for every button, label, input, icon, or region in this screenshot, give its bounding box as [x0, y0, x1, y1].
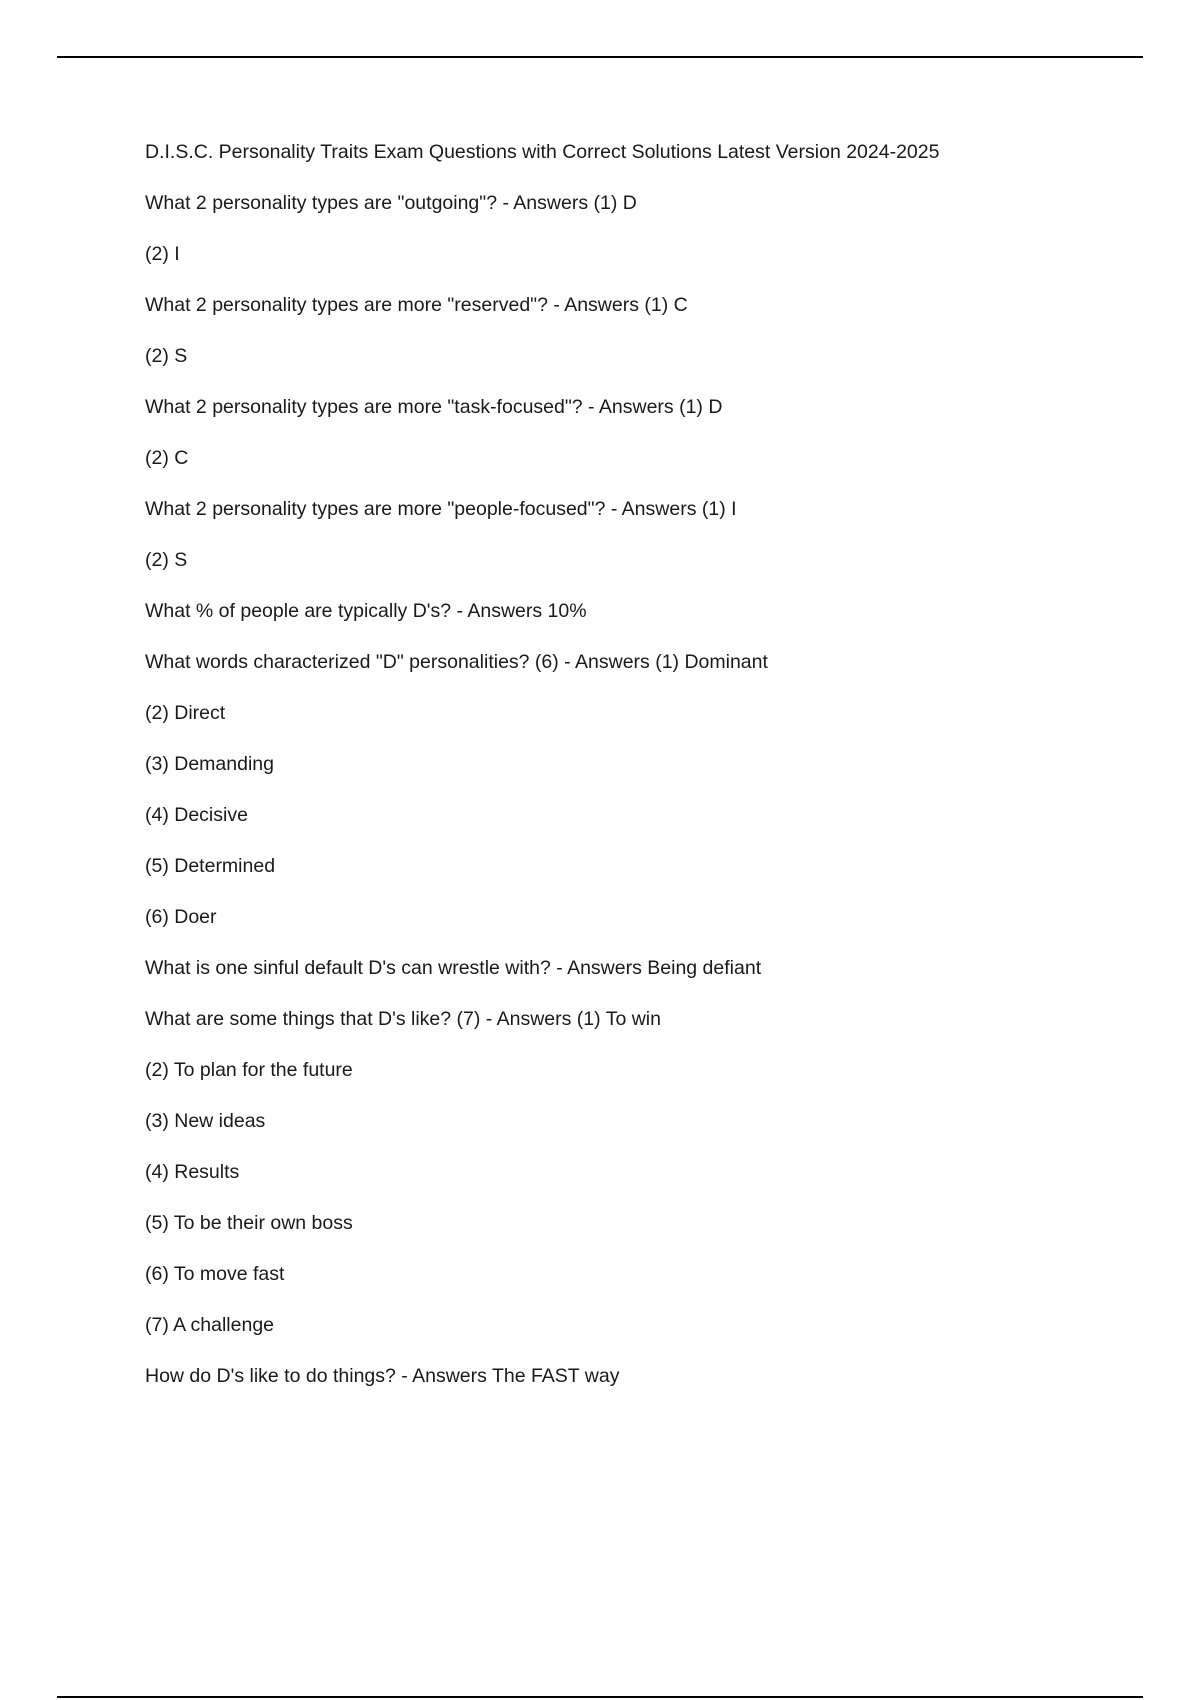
- qa-line: (6) Doer: [145, 906, 217, 928]
- footer-rule: [57, 1696, 1143, 1698]
- header-rule: [57, 56, 1143, 58]
- qa-line: (4) Results: [145, 1161, 240, 1183]
- qa-line: (5) Determined: [145, 855, 276, 877]
- qa-line: (4) Decisive: [145, 804, 248, 826]
- document-title: D.I.S.C. Personality Traits Exam Questions with Correct Solutions Latest Version 2024-2025: [145, 141, 940, 163]
- qa-line: What 2 personality types are more "task-focused"? - Answers (1) D: [145, 396, 723, 418]
- qa-line: (2) S: [145, 549, 188, 571]
- qa-line: (2) Direct: [145, 702, 226, 724]
- qa-line: What % of people are typically D's? - Answers 10%: [145, 600, 587, 622]
- qa-line: What words characterized "D" personalities? (6) - Answers (1) Dominant: [145, 651, 768, 673]
- qa-line: (3) Demanding: [145, 753, 274, 775]
- qa-line: What 2 personality types are "outgoing"? - Answers (1) D: [145, 192, 637, 214]
- qa-line: (5) To be their own boss: [145, 1212, 353, 1234]
- qa-line: What is one sinful default D's can wrestle with? - Answers Being defiant: [145, 957, 762, 979]
- document-body: [145, 140, 1145, 1415]
- qa-line: What 2 personality types are more "reserved"? - Answers (1) C: [145, 294, 688, 316]
- qa-line: (2) To plan for the future: [145, 1059, 353, 1081]
- qa-line: What are some things that D's like? (7) - Answers (1) To win: [145, 1008, 661, 1030]
- qa-line: (2) I: [145, 243, 180, 265]
- qa-line: (7) A challenge: [145, 1314, 275, 1336]
- qa-line: (2) S: [145, 345, 188, 367]
- qa-line: (2) C: [145, 447, 189, 469]
- qa-line: (6) To move fast: [145, 1263, 285, 1285]
- qa-line: (3) New ideas: [145, 1110, 266, 1132]
- qa-line: How do D's like to do things? - Answers The FAST way: [145, 1365, 620, 1387]
- qa-line: What 2 personality types are more "people-focused"? - Answers (1) I: [145, 498, 737, 520]
